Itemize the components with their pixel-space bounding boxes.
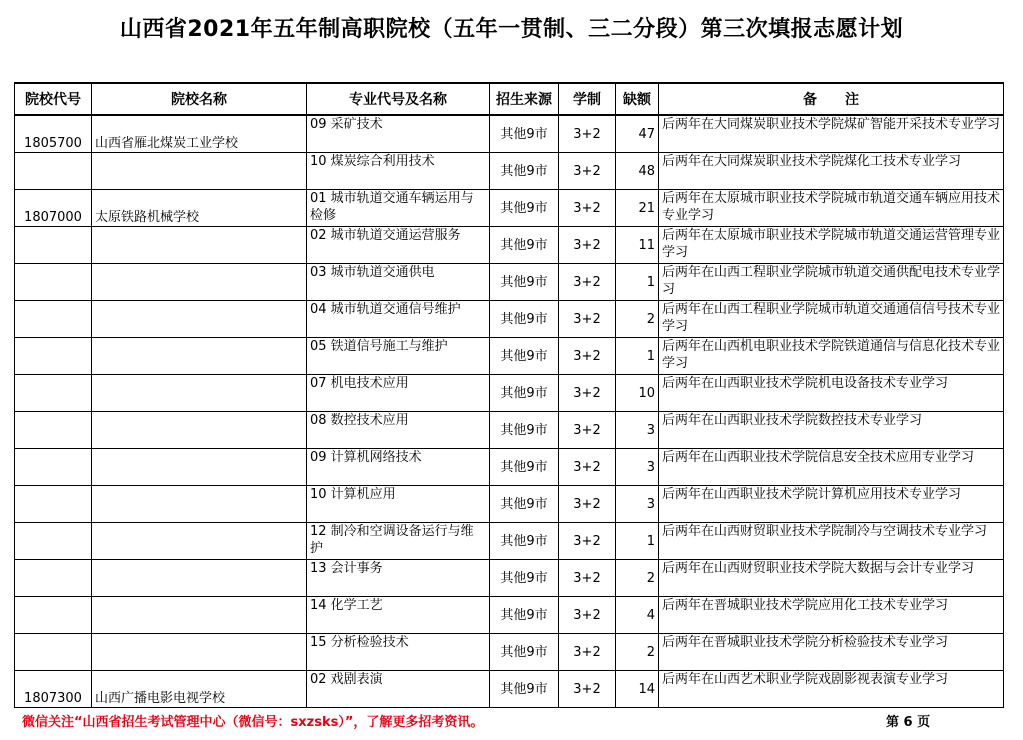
school-name-cell <box>92 486 307 523</box>
major-cell: 07 机电技术应用 <box>307 375 490 412</box>
system-cell: 3+2 <box>559 449 616 486</box>
table-row <box>15 227 1004 264</box>
header-major: 专业代号及名称 <box>307 83 490 115</box>
table-row <box>15 338 1004 375</box>
system-cell: 3+2 <box>559 634 616 671</box>
note-cell: 后两年在山西职业技术学院信息安全技术应用专业学习 <box>659 449 1004 486</box>
table-row <box>15 412 1004 449</box>
quota-cell: 47 <box>616 115 659 153</box>
school-code-cell <box>15 486 92 523</box>
school-code-cell <box>15 153 92 190</box>
note-cell: 后两年在山西职业技术学院数控技术专业学习 <box>659 412 1004 449</box>
table-row <box>15 153 1004 190</box>
system-cell: 3+2 <box>559 115 616 153</box>
source-cell: 其他9市 <box>490 449 559 486</box>
major-cell: 03 城市轨道交通供电 <box>307 264 490 301</box>
quota-cell: 2 <box>616 560 659 597</box>
school-code-cell: 1805700 <box>15 115 92 153</box>
note-cell: 后两年在山西职业技术学院机电设备技术专业学习 <box>659 375 1004 412</box>
school-name-cell: 山西广播电影电视学校 <box>92 671 307 708</box>
system-cell: 3+2 <box>559 227 616 264</box>
major-cell: 09 采矿技术 <box>307 115 490 153</box>
source-cell: 其他9市 <box>490 115 559 153</box>
system-cell: 3+2 <box>559 153 616 190</box>
note-cell: 后两年在山西财贸职业技术学院大数据与会计专业学习 <box>659 560 1004 597</box>
school-name-cell <box>92 560 307 597</box>
table-row <box>15 486 1004 523</box>
source-cell: 其他9市 <box>490 523 559 560</box>
table-row <box>15 264 1004 301</box>
major-cell: 04 城市轨道交通信号维护 <box>307 301 490 338</box>
header-quota: 缺额 <box>616 83 659 115</box>
header-source: 招生来源 <box>490 83 559 115</box>
quota-cell: 3 <box>616 486 659 523</box>
table-row <box>15 115 1004 153</box>
quota-cell: 1 <box>616 523 659 560</box>
quota-cell: 14 <box>616 671 659 708</box>
system-cell: 3+2 <box>559 671 616 708</box>
quota-cell: 3 <box>616 412 659 449</box>
source-cell: 其他9市 <box>490 264 559 301</box>
major-cell: 09 计算机网络技术 <box>307 449 490 486</box>
school-name-cell <box>92 634 307 671</box>
note-cell: 后两年在山西机电职业技术学院铁道通信与信息化技术专业学习 <box>659 338 1004 375</box>
school-name-cell <box>92 597 307 634</box>
quota-cell: 48 <box>616 153 659 190</box>
note-cell: 后两年在晋城职业技术学院分析检验技术专业学习 <box>659 634 1004 671</box>
source-cell: 其他9市 <box>490 412 559 449</box>
school-name-cell: 山西省雁北煤炭工业学校 <box>92 115 307 153</box>
system-cell: 3+2 <box>559 523 616 560</box>
school-name-cell <box>92 153 307 190</box>
quota-cell: 3 <box>616 449 659 486</box>
source-cell: 其他9市 <box>490 671 559 708</box>
school-code-cell <box>15 523 92 560</box>
note-cell: 后两年在太原城市职业技术学院城市轨道交通车辆应用技术专业学习 <box>659 190 1004 227</box>
system-cell: 3+2 <box>559 375 616 412</box>
school-code-cell <box>15 301 92 338</box>
school-code-cell <box>15 227 92 264</box>
school-code-cell <box>15 560 92 597</box>
school-name-cell <box>92 449 307 486</box>
school-name-cell <box>92 523 307 560</box>
note-cell: 后两年在山西工程职业学院城市轨道交通供配电技术专业学习 <box>659 264 1004 301</box>
quota-cell: 2 <box>616 301 659 338</box>
school-name-cell <box>92 227 307 264</box>
school-code-cell <box>15 375 92 412</box>
note-cell: 后两年在山西职业技术学院计算机应用技术专业学习 <box>659 486 1004 523</box>
table-header-row <box>15 83 1004 115</box>
major-cell: 13 会计事务 <box>307 560 490 597</box>
note-cell: 后两年在山西工程职业学院城市轨道交通通信信号技术专业学习 <box>659 301 1004 338</box>
table-row <box>15 597 1004 634</box>
major-cell: 10 计算机应用 <box>307 486 490 523</box>
major-cell: 02 戏剧表演 <box>307 671 490 708</box>
note-cell: 后两年在大同煤炭职业技术学院煤化工技术专业学习 <box>659 153 1004 190</box>
school-code-cell <box>15 634 92 671</box>
school-name-cell <box>92 301 307 338</box>
major-cell: 05 铁道信号施工与维护 <box>307 338 490 375</box>
school-code-cell <box>15 412 92 449</box>
system-cell: 3+2 <box>559 597 616 634</box>
source-cell: 其他9市 <box>490 597 559 634</box>
header-system: 学制 <box>559 83 616 115</box>
header-school-code: 院校代号 <box>15 83 92 115</box>
school-code-cell <box>15 338 92 375</box>
major-cell: 08 数控技术应用 <box>307 412 490 449</box>
system-cell: 3+2 <box>559 486 616 523</box>
table-row <box>15 671 1004 708</box>
quota-cell: 21 <box>616 190 659 227</box>
note-cell: 后两年在太原城市职业技术学院城市轨道交通运营管理专业学习 <box>659 227 1004 264</box>
note-cell: 后两年在山西艺术职业学院戏剧影视表演专业学习 <box>659 671 1004 708</box>
source-cell: 其他9市 <box>490 227 559 264</box>
page-number: 第 6 页 <box>886 715 931 730</box>
source-cell: 其他9市 <box>490 338 559 375</box>
school-name-cell <box>92 412 307 449</box>
quota-cell: 11 <box>616 227 659 264</box>
quota-cell: 10 <box>616 375 659 412</box>
table-row <box>15 375 1004 412</box>
school-name-cell <box>92 264 307 301</box>
school-code-cell: 1807000 <box>15 190 92 227</box>
major-cell: 15 分析检验技术 <box>307 634 490 671</box>
major-cell: 02 城市轨道交通运营服务 <box>307 227 490 264</box>
source-cell: 其他9市 <box>490 486 559 523</box>
table-row <box>15 190 1004 227</box>
source-cell: 其他9市 <box>490 153 559 190</box>
page-title: 山西省2021年五年制高职院校（五年一贯制、三二分段）第三次填报志愿计划 <box>119 17 904 42</box>
quota-cell: 4 <box>616 597 659 634</box>
school-code-cell <box>15 597 92 634</box>
source-cell: 其他9市 <box>490 190 559 227</box>
source-cell: 其他9市 <box>490 375 559 412</box>
note-cell: 后两年在晋城职业技术学院应用化工技术专业学习 <box>659 597 1004 634</box>
note-cell: 后两年在山西财贸职业技术学院制冷与空调技术专业学习 <box>659 523 1004 560</box>
table-row <box>15 449 1004 486</box>
table-body <box>15 115 1004 708</box>
header-school-name: 院校名称 <box>92 83 307 115</box>
school-name-cell: 太原铁路机械学校 <box>92 190 307 227</box>
system-cell: 3+2 <box>559 301 616 338</box>
source-cell: 其他9市 <box>490 634 559 671</box>
header-note: 备 注 <box>659 83 1004 115</box>
major-cell: 01 城市轨道交通车辆运用与检修 <box>307 190 490 227</box>
system-cell: 3+2 <box>559 560 616 597</box>
system-cell: 3+2 <box>559 264 616 301</box>
school-code-cell <box>15 264 92 301</box>
source-cell: 其他9市 <box>490 301 559 338</box>
major-cell: 14 化学工艺 <box>307 597 490 634</box>
system-cell: 3+2 <box>559 412 616 449</box>
major-cell: 10 煤炭综合利用技术 <box>307 153 490 190</box>
table-row <box>15 560 1004 597</box>
table-row <box>15 634 1004 671</box>
school-name-cell <box>92 375 307 412</box>
table-row <box>15 301 1004 338</box>
source-cell: 其他9市 <box>490 560 559 597</box>
school-code-cell: 1807300 <box>15 671 92 708</box>
major-cell: 12 制冷和空调设备运行与维护 <box>307 523 490 560</box>
wechat-notice: 微信关注“山西省招生考试管理中心（微信号：sxzsks）”，了解更多招考资讯。 <box>22 715 484 730</box>
enrollment-plan-table <box>14 82 1004 708</box>
system-cell: 3+2 <box>559 338 616 375</box>
school-code-cell <box>15 449 92 486</box>
quota-cell: 1 <box>616 264 659 301</box>
school-name-cell <box>92 338 307 375</box>
quota-cell: 2 <box>616 634 659 671</box>
quota-cell: 1 <box>616 338 659 375</box>
table-row <box>15 523 1004 560</box>
note-cell: 后两年在大同煤炭职业技术学院煤矿智能开采技术专业学习 <box>659 115 1004 153</box>
system-cell: 3+2 <box>559 190 616 227</box>
